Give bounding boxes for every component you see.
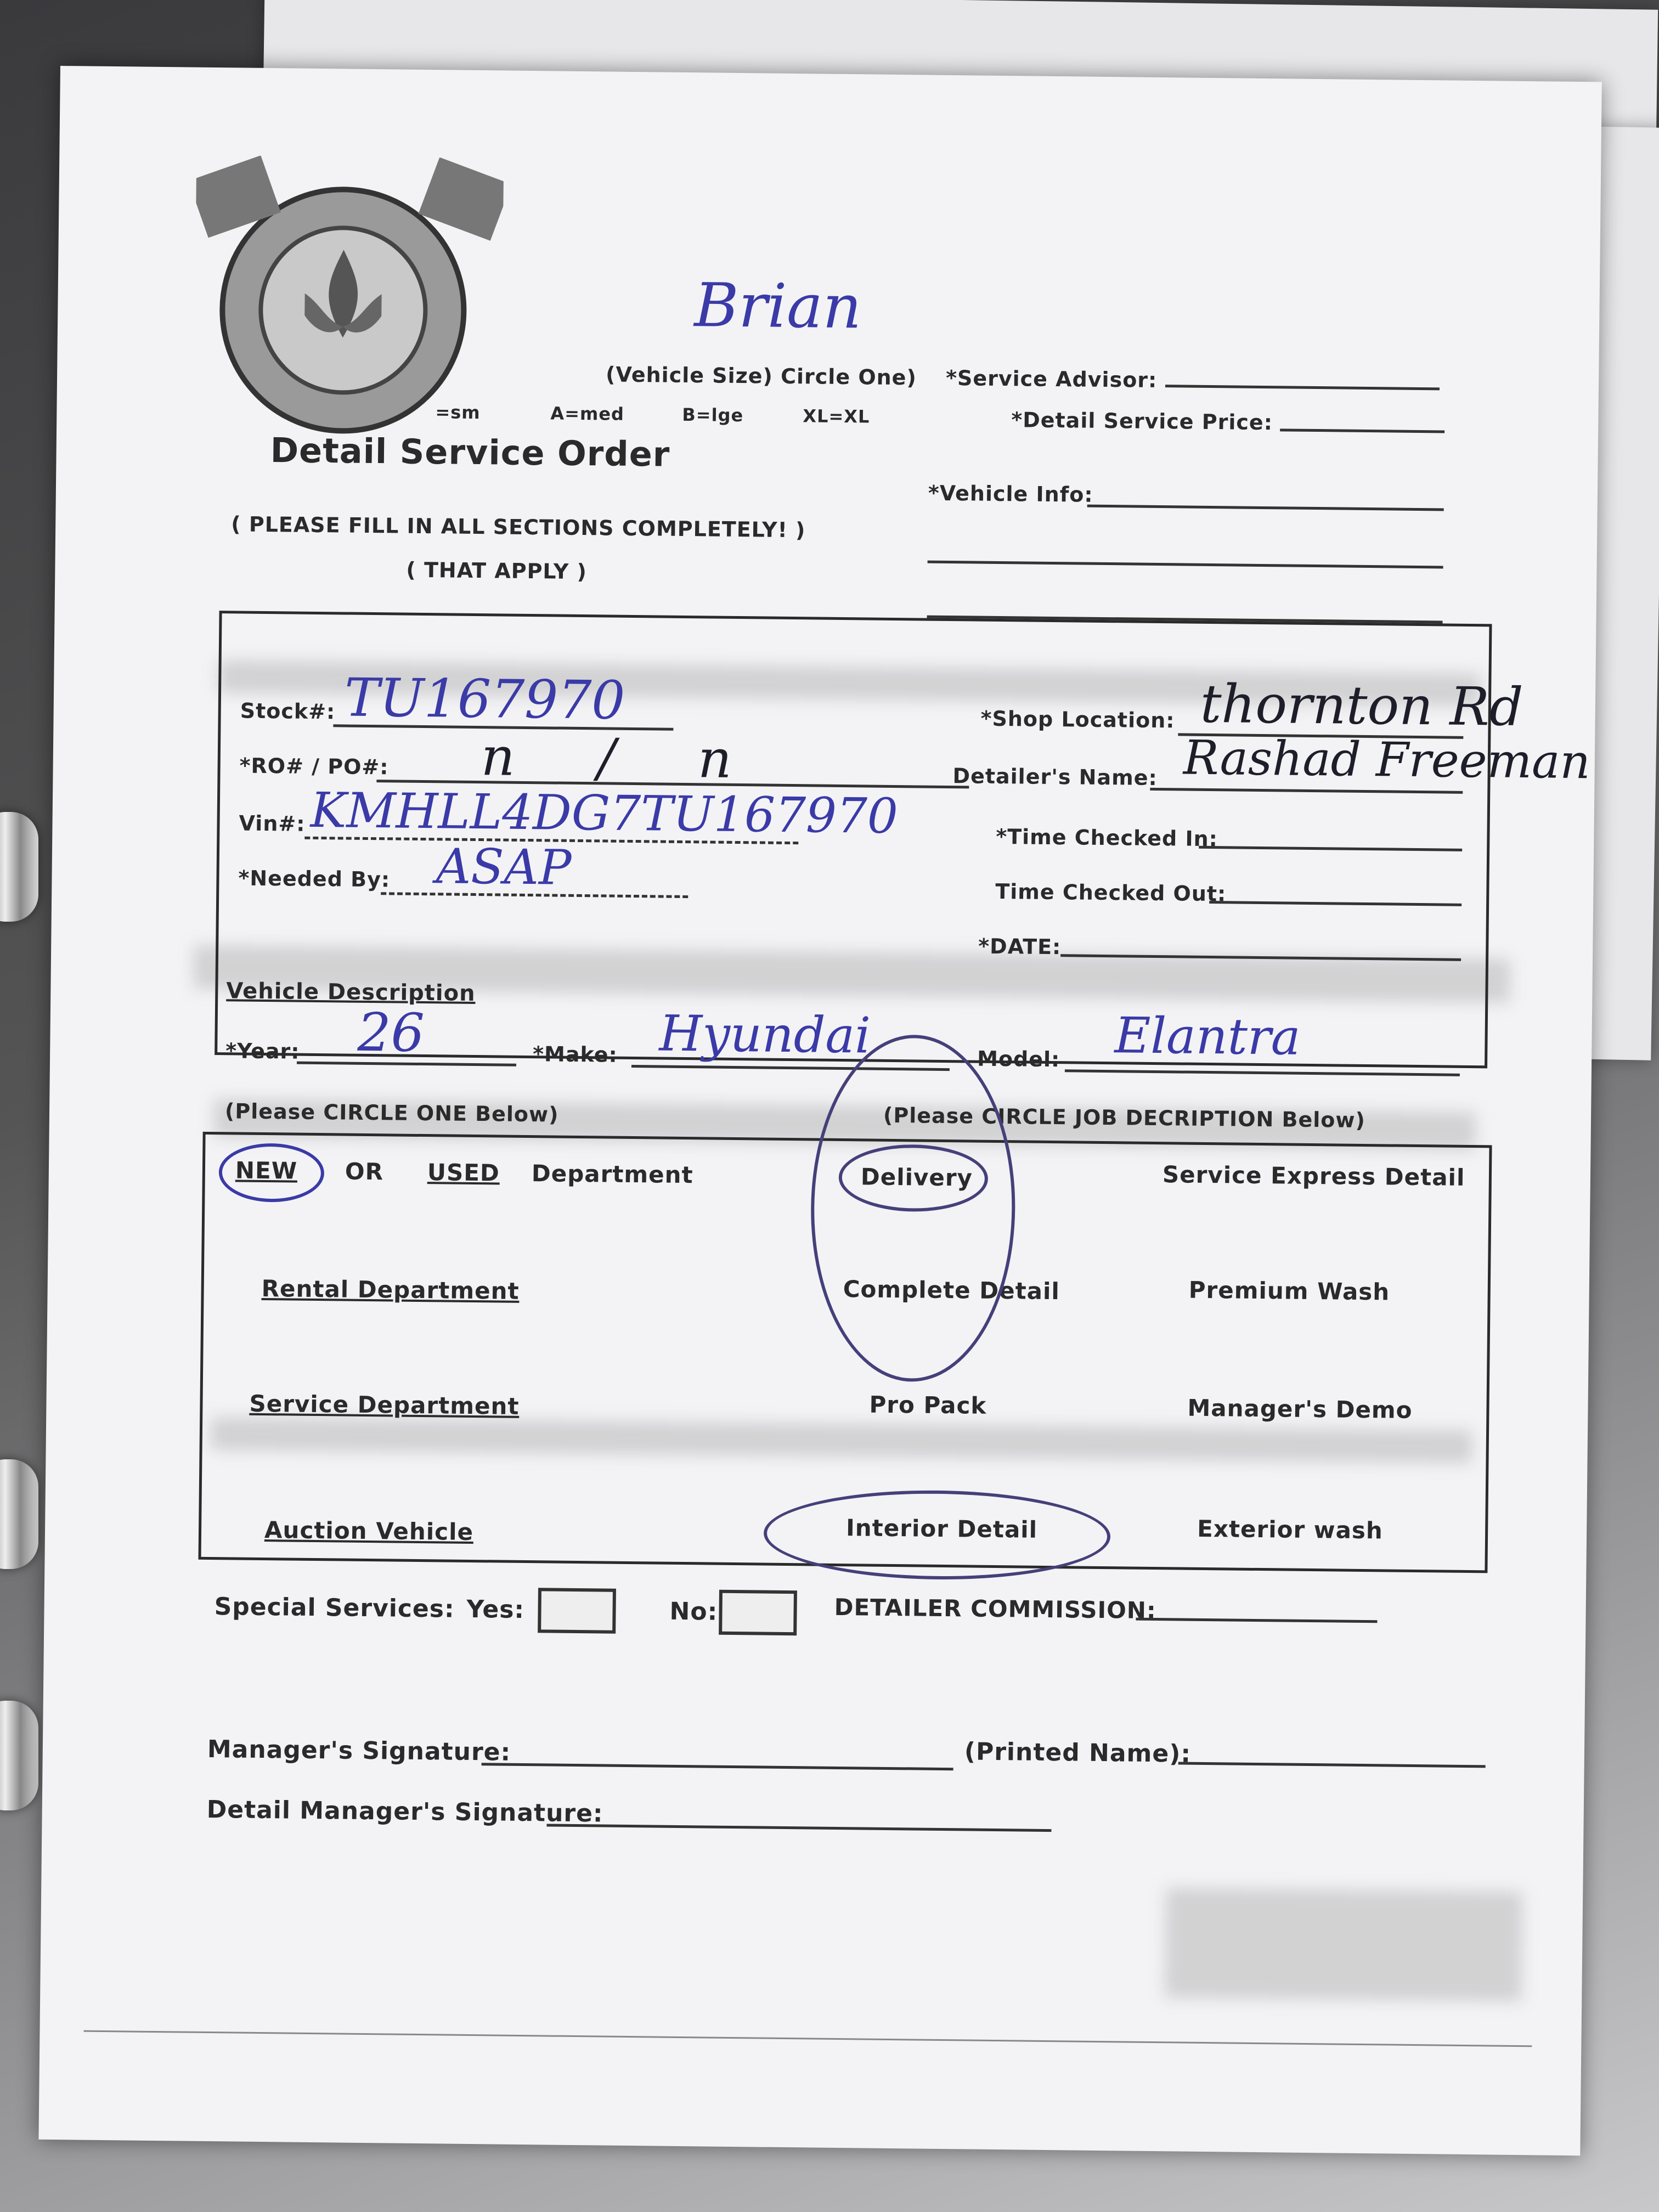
job-interior-detail: Interior Detail <box>845 1514 1038 1543</box>
vehicle-info-line-2 <box>928 561 1443 569</box>
date-label: *DATE: <box>978 934 1062 960</box>
time-checked-in-label: *Time Checked In: <box>996 824 1218 851</box>
detailer-commission-line <box>1136 1618 1377 1623</box>
job-exterior-wash: Exterior wash <box>1197 1515 1384 1544</box>
page-bottom-rule <box>83 2030 1532 2047</box>
detail-manager-signature-line <box>546 1824 1051 1832</box>
stock-value: TU167970 <box>344 667 625 731</box>
special-services-yes-label: Yes: <box>466 1595 525 1624</box>
vehicle-info-line <box>1087 505 1444 511</box>
size-option-xl: XL=XL <box>803 405 870 427</box>
service-advisor-line <box>1165 385 1440 390</box>
service-advisor-label: *Service Advisor: <box>945 365 1158 392</box>
size-option-lge: B=lge <box>682 404 744 426</box>
rental-department: Rental Department <box>261 1274 520 1305</box>
stock-label: Stock#: <box>240 698 336 724</box>
vehicle-description-label: Vehicle Description <box>226 978 476 1007</box>
model-label: Model: <box>977 1046 1060 1072</box>
department-label: Department <box>531 1160 693 1189</box>
detailer-name-value: Rashad Freeman <box>1183 730 1591 790</box>
binder-ring <box>0 812 38 922</box>
special-services-no-checkbox[interactable] <box>719 1590 797 1635</box>
printed-name-label: (Printed Name): <box>964 1737 1192 1768</box>
year-line <box>297 1062 516 1066</box>
ro-po-value: n / n <box>481 726 732 790</box>
make-value: Hyundai <box>659 1005 871 1065</box>
shop-location-label: *Shop Location: <box>980 706 1175 733</box>
job-pro-pack: Pro Pack <box>869 1391 987 1419</box>
form-title: Detail Service Order <box>270 430 670 475</box>
detailer-name-label: Detailer's Name: <box>952 764 1158 791</box>
shop-location-value: thornton Rd <box>1200 673 1523 738</box>
special-services-label: Special Services: <box>214 1593 455 1623</box>
needed-by-value: ASAP <box>436 838 572 896</box>
detail-manager-signature-label: Detail Manager's Signature: <box>206 1795 603 1828</box>
make-label: *Make: <box>532 1042 618 1067</box>
detail-service-price-label: *Detail Service Price: <box>1011 408 1273 435</box>
detail-service-order-form <box>38 66 1601 2155</box>
ro-po-label: *RO# / PO#: <box>239 753 389 780</box>
binder-ring <box>0 1701 38 1810</box>
circle-job-instruction: (Please CIRCLE JOB DECRIPTION Below) <box>883 1103 1366 1133</box>
model-line <box>1065 1069 1460 1076</box>
job-delivery: Delivery <box>860 1163 973 1192</box>
special-services-yes-checkbox[interactable] <box>538 1588 616 1633</box>
model-value: Elantra <box>1114 1007 1301 1066</box>
advisor-name-handwritten: Brian <box>693 270 862 342</box>
job-premium-wash: Premium Wash <box>1188 1276 1390 1306</box>
dealership-seal-logo <box>194 155 504 444</box>
auction-vehicle: Auction Vehicle <box>264 1516 474 1546</box>
time-checked-out-label: Time Checked Out: <box>995 879 1227 906</box>
vehicle-info-label: *Vehicle Info: <box>928 481 1093 507</box>
vin-value: KMHLL4DG7TU167970 <box>310 781 899 845</box>
printed-name-line <box>1178 1762 1486 1768</box>
binder-ring <box>0 1459 38 1569</box>
manager-signature-line <box>482 1763 953 1770</box>
detail-service-price-line <box>1280 428 1444 433</box>
detailer-commission-label: DETAILER COMMISSION: <box>834 1593 1157 1624</box>
service-department: Service Department <box>249 1390 520 1420</box>
job-service-express-detail: Service Express Detail <box>1162 1161 1465 1191</box>
year-value: 26 <box>357 1001 425 1064</box>
department-used: USED <box>427 1159 500 1187</box>
year-label: *Year: <box>225 1039 300 1064</box>
job-managers-demo: Manager's Demo <box>1187 1394 1413 1424</box>
size-option-med: A=med <box>550 403 625 425</box>
instruction-fill-all: ( PLEASE FILL IN ALL SECTIONS COMPLETELY! ) <box>231 512 806 543</box>
needed-by-label: *Needed By: <box>238 866 391 892</box>
special-services-no-label: No: <box>669 1597 718 1626</box>
manager-signature-label: Manager's Signature: <box>207 1735 511 1767</box>
vehicle-size-label: (Vehicle Size) Circle One) <box>605 362 917 390</box>
size-option-sm: =sm <box>435 402 481 424</box>
instruction-that-apply: ( THAT APPLY ) <box>406 557 588 584</box>
department-or: OR <box>345 1158 384 1186</box>
department-new: NEW <box>235 1156 298 1184</box>
circle-one-instruction: (Please CIRCLE ONE Below) <box>224 1099 559 1127</box>
job-complete-detail: Complete Detail <box>843 1276 1060 1305</box>
vin-label: Vin#: <box>239 811 306 836</box>
